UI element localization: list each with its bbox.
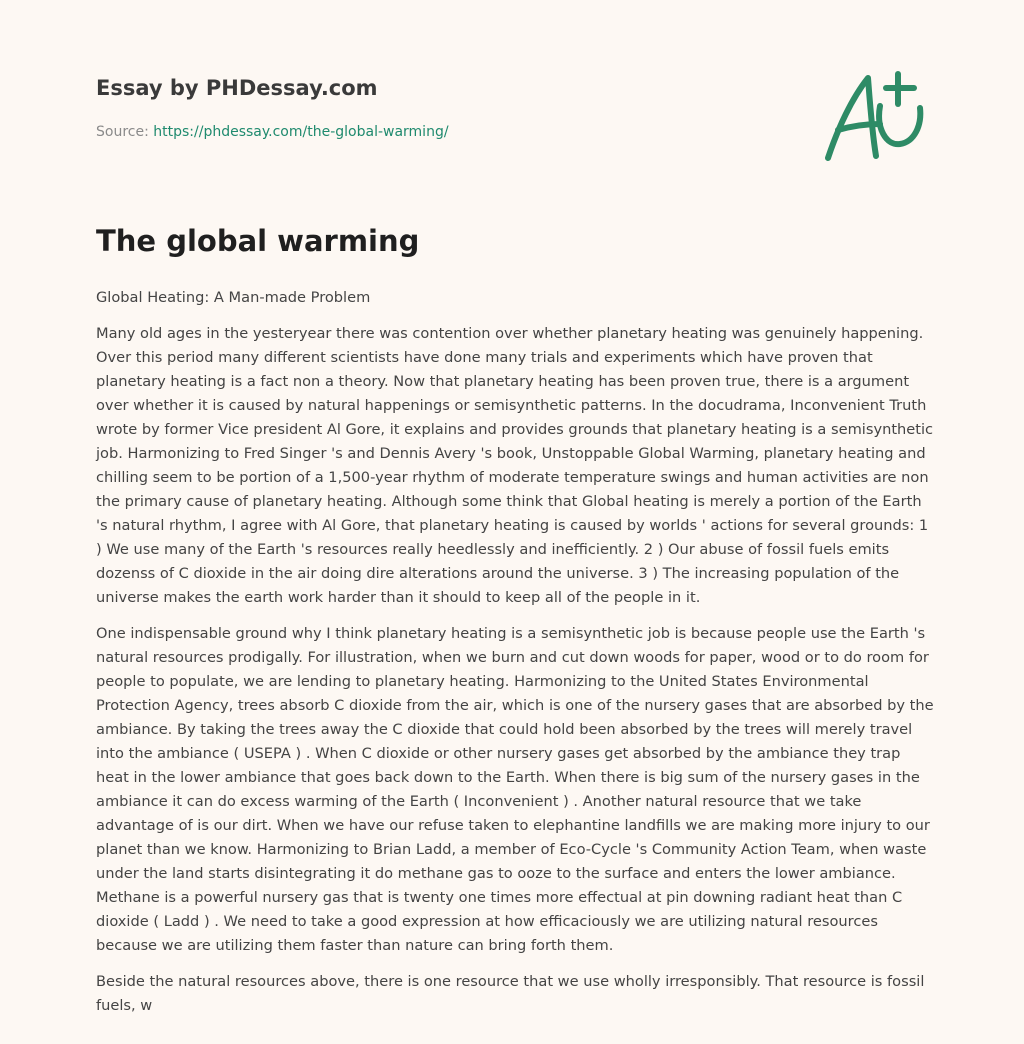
essay-paragraph-2: One indispensable ground why I think planetary heating is a semisynthetic job is because people use the Earth 's natural resources prodigally. For illustration, when we burn and cut down woods for paper, wood or to do room for people to populate, we are lending to planetary heating. Harmonizing to the United States Environmental Protection Agency, trees absorb C dioxide from the air, which is one of the nursery gases that are absorbed by the ambiance. By taking the trees away the C dioxide that could hold been absorbed by the trees will merely travel into the ambiance ( USEPA ) . When C dioxide or other nursery gases get absorbed by the ambiance they trap heat in the lower ambiance that goes back down to the Earth. When there is big sum of the nursery gases in the ambiance it can do excess warming of the Earth ( Inconvenient ) . Another natural resource that we take advantage of is our dirt. When we have our refuse taken to elephantine landfills we are making more injury to our planet than we know. Harmonizing to Brian Ladd, a member of Eco-Cycle 's Community Action Team, when waste under the land starts disintegrating it do methane gas to ooze to the surface and enters the lower ambiance. Methane is a powerful nursery gas that is twenty one times more effectual at pin downing radiant heat than C dioxide ( Ladd ) . We need to take a good expression at how efficaciously we are utilizing natural resources because we are utilizing them faster than nature can bring forth them. bbox=[96, 625, 934, 954]
essay-body bbox=[96, 286, 934, 1030]
essay-title: The global warming bbox=[96, 224, 420, 258]
brand-title: Essay by PHDessay.com bbox=[96, 76, 378, 100]
source-label: Source: bbox=[96, 124, 149, 140]
source-link[interactable]: https://phdessay.com/the-global-warming/ bbox=[153, 124, 449, 140]
a-plus-logo-icon bbox=[816, 64, 932, 168]
essay-paragraph-1: Many old ages in the yesteryear there was contention over whether planetary heating was genuinely happening. Over this period many different scientists have done many trials and experiments which have proven that planetary heating is a fact non a theory. Now that planetary heating has been proven true, there is a argument over whether it is caused by natural happenings or semisynthetic patterns. In the docudrama, Inconvenient Truth wrote by former Vice president Al Gore, it explains and provides grounds that planetary heating is a semisynthetic job. Harmonizing to Fred Singer 's and Dennis Avery 's book, Unstoppable Global Warming, planetary heating and chilling seem to be portion of a 1,500-year rhythm of moderate temperature swings and human activities are non the primary cause of planetary heating. Although some think that Global heating is merely a portion of the Earth 's natural rhythm, I agree with Al Gore, that planetary heating is caused by worlds ' actions for several grounds: 1 ) We use many of the Earth 's resources really heedlessly and inefficiently. 2 ) Our abuse of fossil fuels emits dozenss of C dioxide in the air doing dire alterations around the universe. 3 ) The increasing population of the universe makes the earth work harder than it should to keep all of the people in it. bbox=[96, 325, 934, 606]
essay-subtitle: Global Heating: A Man-made Problem bbox=[96, 289, 371, 306]
source-line bbox=[96, 124, 449, 140]
essay-paragraph-3: Beside the natural resources above, there is one resource that we use wholly irresponsibly. That resource is fossil fuels, w bbox=[96, 973, 925, 1014]
